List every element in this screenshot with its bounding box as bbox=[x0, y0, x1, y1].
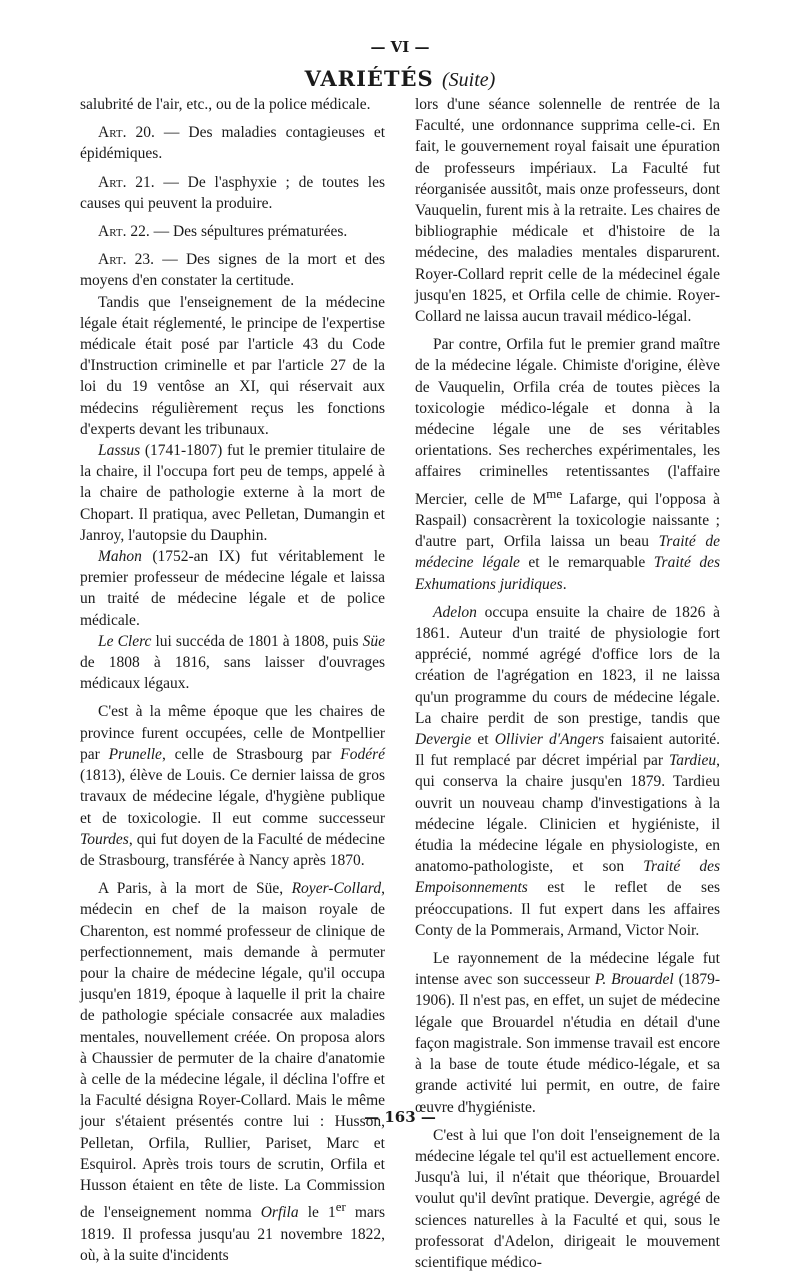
article-20 bbox=[80, 122, 385, 164]
text-run: et le remarquable bbox=[519, 554, 654, 572]
text-run: mars 1819. Il professa jusqu'au 21 novembre 1822, où, à la suite d'incidents bbox=[80, 1204, 385, 1264]
paragraph: salubrité de l'air, etc., ou de la police médicale. bbox=[80, 96, 371, 113]
article-23 bbox=[80, 249, 385, 291]
paragraph-lassus bbox=[80, 440, 385, 546]
book-title: Traité des Empoisonnements bbox=[415, 858, 720, 897]
person-name: Fodéré bbox=[340, 745, 385, 763]
paragraph-leclerc bbox=[80, 631, 385, 695]
paragraph-orfila bbox=[415, 334, 720, 595]
superscript: me bbox=[546, 485, 563, 501]
text-run: et bbox=[471, 731, 495, 749]
right-column bbox=[415, 94, 720, 1273]
person-name: Orfila bbox=[260, 1204, 299, 1222]
text-run: (1752-an IX) fut véritablement le premier professeur de médecine légale et laissa un traité de médecine légale et de police médicale. bbox=[80, 548, 385, 629]
book-title: Traité de médecine légale bbox=[415, 533, 721, 572]
section-title-suite: (Suite) bbox=[442, 69, 496, 91]
text-run: (1879-1906). Il n'est pas, en effet, un sujet de médecine légale que Brouardel n'étudia en détail d'une façon magistrale. Son immense travail est encore à la base de toute étude médico-légale, et sa grande activité lui permit, en outre, de faire œuvre d'hygiéniste. bbox=[415, 971, 720, 1116]
header-page-roman: — VI — bbox=[370, 38, 430, 56]
paragraph-brouardel bbox=[415, 948, 720, 1118]
person-name: Ollivier d'Angers bbox=[494, 731, 605, 749]
paragraph: Tandis que l'enseignement de la médecine légale était réglementé, le principe de l'expertise médicale était posé par l'article 43 du Code d'Instruction criminelle et par l'article 27 de la loi du 19 ventôse an XI, qui réservait aux médecins régulièrement reçus les fonctions d'experts devant les tribunaux. bbox=[80, 293, 385, 438]
paragraph: lors d'une séance solennelle de rentrée de la Faculté, une ordonnance supprima celle-ci. En fait, le gouvernement royal faisait une épuration de professeurs impériaux. La Faculté fut réorganisée aussitôt, mais onze professeurs, dont Vauquelin, furent mis à la retraite. Les chaires de bibliographie médicale et d'histoire de la médecine, des maladies mentales disparurent. Royer-Collard reprit celle de la médecinel égale jusqu'en 1825, et Orfila celle de chimie. Royer-Collard ne laissa aucun travail médico-légal. bbox=[415, 96, 720, 326]
article-21 bbox=[80, 172, 385, 214]
paragraph-mahon bbox=[80, 546, 385, 631]
paragraph-paris bbox=[80, 878, 385, 1266]
article-label: Art. 21. bbox=[98, 173, 155, 191]
article-text: — Des sépultures prématurées. bbox=[149, 223, 348, 241]
page-number: — 163 — bbox=[364, 1108, 436, 1126]
person-name: Tardieu bbox=[669, 752, 717, 770]
text-run: Lafarge, qui l'opposa à Raspail) consacrèrent la toxicologie naissante ; d'autre part, Orfila laissa un beau bbox=[415, 490, 720, 551]
book-title: Traité des Exhumations juridiques bbox=[415, 554, 721, 593]
text-run: (1813), élève de Louis. Ce dernier laissa de gros travaux de médecine légale, d'hygiène publique et de toxicologie. Il eut comme successeur bbox=[80, 767, 385, 827]
text-run: , qui conserva la chaire jusqu'en 1879. Tardieu ouvrit un nouveau champ d'investigations à la médecine légale. Clinicien et hygiéniste, il étudia la médecine légale en physiologiste, en anatomo-pathologiste, et son bbox=[415, 752, 720, 876]
superscript: er bbox=[335, 1199, 346, 1215]
person-name: Adelon bbox=[433, 603, 477, 621]
article-text: — Des signes de la mort et des moyens d'en constater la certitude. bbox=[80, 251, 385, 290]
article-label: Art. 23. bbox=[98, 251, 155, 269]
text-run: faisaient autorité. Il fut remplacé par décret impérial par bbox=[415, 731, 721, 770]
text-run: le 1 bbox=[298, 1204, 336, 1222]
paragraph: C'est à lui que l'on doit l'enseignement de la médecine légale tel qu'il est actuellement encore. Jusqu'à lui, il n'était que théorique, Brouardel voulut qu'il devînt pratique. Devergie, agrégé de sciences naturelles à la Faculté et qui, sous le professorat d'Adelon, dirigeait le mouvement scientifique médico- bbox=[415, 1126, 720, 1271]
text-run: (1741-1807) fut le premier titulaire de la chaire, il l'occupa fort peu de temps, appelé à la chaire de pathologie externe à la mort de Chopart. Il pratiqua, avec Pelletan, Dumangin et Janroy, l'autopsie du Dauphin. bbox=[80, 442, 385, 544]
person-name: Devergie bbox=[415, 731, 472, 749]
article-label: Art. 22. bbox=[98, 223, 150, 241]
section-title bbox=[0, 66, 800, 92]
text-run: C'est à la même époque que les chaires de province furent occupées, celle de Montpellier par bbox=[80, 703, 385, 763]
person-name: Royer-Collard bbox=[291, 880, 382, 898]
text-run: , qui fut doyen de la Faculté de médecine de Strasbourg, transférée à Nancy après 1870. bbox=[80, 830, 385, 869]
text-run: de 1808 à 1816, sans laisser d'ouvrages médicaux légaux. bbox=[80, 654, 385, 693]
article-label: Art. 20. bbox=[98, 124, 155, 142]
text-run: Par contre, Orfila fut le premier grand maître de la médecine légale. Chimiste d'origine, élève de Vauquelin, Orfila créa de toutes pièces la toxicologie médico-légale et donna à la médecine légale une de ses véritables orientations. Ses recherches expérimentales, les affaires criminelles retentissantes (l'affaire Mercier, celle de M bbox=[415, 336, 720, 508]
text-run: , médecin en chef de la maison royale de Charenton, est nommé professeur de clinique de perfectionnement, mais demande à permuter pour la chaire de médecine légale, qu'il occupa jusqu'en 1819, époque à laquelle il prit la chaire de pathologie spéciale consacrée aux maladies mentales, nouvellement créée. On proposa alors à Chaussier de permuter de la chaire d'anatomie à celle de la médecine légale, il déclina l'offre et la Faculté désigna Royer-Collard. Mais le même jour s'étaient présentés contre lui : Husson, Pelletan, Orfila, Rullier, Pariset, Marc et Esquirol. Après trois tours de scrutin, Orfila et Husson étaient en tête de liste. La Commission de l'enseignement nomma bbox=[80, 880, 385, 1222]
person-name: Lassus bbox=[98, 442, 141, 460]
text-run: est le reflet de ses préoccupations. Il fut expert dans les affaires Conty de la Pommerais, Armand, Victor Noir. bbox=[415, 879, 720, 939]
person-name: Tourdes bbox=[80, 830, 129, 848]
person-name: Süe bbox=[362, 632, 385, 650]
paragraph-province bbox=[80, 701, 385, 871]
text-run: Le rayonnement de la médecine légale fut intense avec son successeur bbox=[415, 950, 720, 989]
paragraph-adelon bbox=[415, 602, 720, 941]
article-22 bbox=[80, 221, 385, 242]
person-name: Prunelle bbox=[108, 745, 162, 763]
text-run: A Paris, à la mort de Süe, bbox=[98, 880, 292, 898]
text-run: occupa ensuite la chaire de 1826 à 1861. Auteur d'un traité de physiologie fort apprécié, nommé agrégé d'office lors de la création de l'agrégation en 1823, il ne laissa qu'un programme du cours de médecine légale. La chaire perdit de son prestige, tandis que bbox=[415, 603, 720, 727]
person-name: P. Brouardel bbox=[594, 971, 674, 989]
text-run: , celle de Strasbourg par bbox=[161, 745, 341, 763]
person-name: Le Clerc bbox=[98, 632, 152, 650]
text-run: lui succéda de 1801 à 1808, puis bbox=[151, 632, 363, 650]
left-column bbox=[80, 94, 385, 1266]
text-run: . bbox=[562, 575, 567, 593]
article-text: — De l'asphyxie ; de toutes les causes qui peuvent la produire. bbox=[80, 173, 386, 212]
person-name: Mahon bbox=[98, 548, 142, 566]
article-text: — Des maladies contagieuses et épidémiques. bbox=[80, 124, 386, 163]
section-title-main: VARIÉTÉS bbox=[304, 66, 434, 91]
